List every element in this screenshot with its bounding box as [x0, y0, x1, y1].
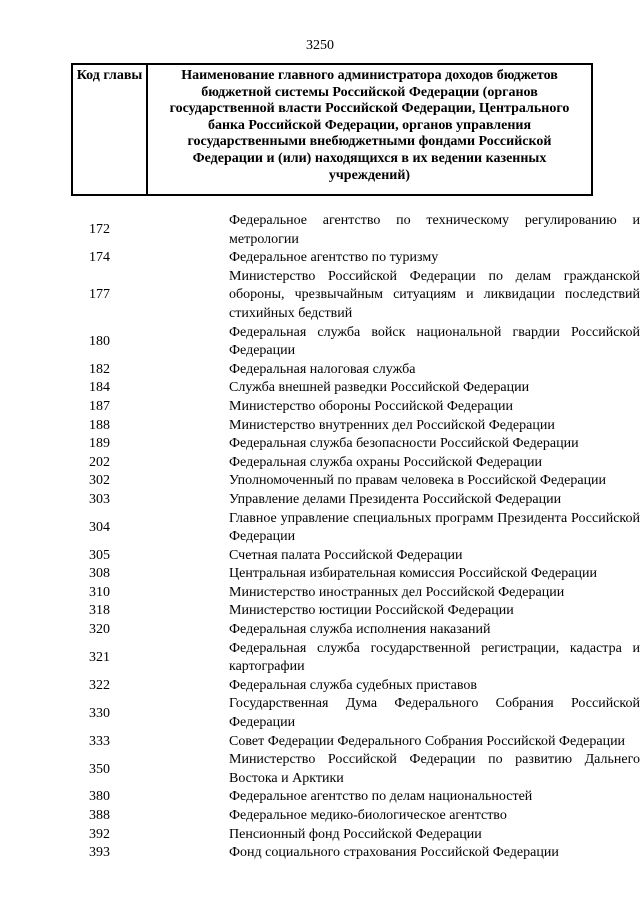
- table-header: [71, 63, 593, 196]
- administrator-name: Министерство иностранных дел Российской Федерации: [229, 584, 565, 600]
- administrator-name: Федеральное медико-биологическое агентство: [229, 808, 507, 823]
- administrator-name: Государственная Дума Федерального Собрания Российской Федерации: [229, 696, 640, 731]
- list-item: [0, 807, 640, 826]
- administrator-name: Министерство Российской Федерации по развитию Дальнего Востока и Арктики: [229, 752, 640, 786]
- list-item: [0, 361, 640, 380]
- chapter-code: 189: [89, 436, 110, 452]
- list-item: [0, 417, 640, 436]
- administrator-name: Управление делами Президента Российской Федерации: [229, 491, 562, 507]
- administrator-name: Федеральная служба безопасности Российской Федерации: [229, 436, 579, 452]
- chapter-code: 318: [89, 603, 110, 619]
- list-item: [0, 788, 640, 807]
- chapter-code: 393: [89, 845, 110, 861]
- chapter-code: 310: [89, 584, 110, 600]
- chapter-code: 320: [89, 622, 110, 638]
- administrator-name: Министерство Российской Федерации по делам гражданской обороны, чрезвычайным ситуациям и ликвидации последствий стихийных бедствий: [229, 268, 640, 321]
- list-item: [0, 733, 640, 752]
- administrator-name: Федеральная налоговая служба: [229, 361, 416, 377]
- chapter-code: 305: [89, 547, 110, 563]
- administrator-name: Пенсионный фонд Российской Федерации: [229, 826, 482, 842]
- chapter-code: 321: [89, 649, 110, 665]
- list-item: [0, 454, 640, 473]
- administrator-name: Главное управление специальных программ Президента Российской Федерации: [229, 510, 640, 545]
- chapter-code: 202: [89, 454, 110, 470]
- administrator-name: Фонд социального страхования Российской Федерации: [229, 845, 559, 861]
- list-item: [0, 249, 640, 268]
- administrator-name: Счетная палата Российской Федерации: [229, 547, 463, 563]
- administrator-name: Совет Федерации Федерального Собрания Российской Федерации: [229, 733, 626, 749]
- chapter-code: 388: [89, 808, 110, 823]
- chapter-code: 187: [89, 398, 110, 414]
- list-item: [0, 435, 640, 454]
- list-item: [0, 584, 640, 603]
- list-item: [0, 695, 640, 732]
- administrator-name: Федеральная служба исполнения наказаний: [229, 622, 491, 638]
- administrator-name: Федеральная служба войск национальной гвардии Российской Федерации: [229, 324, 640, 359]
- administrator-name: Министерство внутренних дел Российской Федерации: [229, 417, 555, 433]
- chapter-code: 330: [89, 705, 110, 721]
- administrator-name: Центральная избирательная комиссия Российской Федерации: [229, 566, 597, 582]
- chapter-code: 172: [89, 222, 110, 238]
- list-item: [0, 268, 640, 324]
- list-item: [0, 212, 640, 249]
- list-item: [0, 472, 640, 491]
- chapter-code: 184: [89, 380, 110, 396]
- list-item: [0, 491, 640, 510]
- chapter-code: 380: [89, 789, 110, 805]
- list-item: [0, 565, 640, 584]
- chapter-code: 308: [89, 566, 110, 582]
- list-item: [0, 510, 640, 547]
- list-item: [0, 844, 640, 863]
- list-item: [0, 398, 640, 417]
- chapter-code: 333: [89, 733, 110, 749]
- administrator-name: Служба внешней разведки Российской Федерации: [229, 380, 530, 396]
- chapter-code: 188: [89, 417, 110, 433]
- administrator-name: Федеральная служба судебных приставов: [229, 677, 477, 693]
- list-item: [0, 379, 640, 398]
- administrator-name: Уполномоченный по правам человека в Российской Федерации: [229, 473, 607, 489]
- chapter-code: 182: [89, 361, 110, 377]
- chapter-code: 180: [89, 333, 110, 349]
- list-item: [0, 621, 640, 640]
- header-name-column: Наименование главного администратора доходов бюджетов бюджетной системы Российской Федерации (органов государственной власти Российской Федерации, Центрального банка Российской Федерации, органов управления государственными внебюджетными фондами Российской Федерации и (или) находящихся в их ведении казенных учреждений): [169, 68, 570, 183]
- administrator-name: Федеральное агентство по делам национальностей: [229, 789, 533, 805]
- chapter-code: 303: [89, 491, 110, 507]
- chapter-code: 322: [89, 677, 110, 693]
- list-item: [0, 602, 640, 621]
- chapter-code: 174: [89, 250, 110, 266]
- list-item: [0, 547, 640, 566]
- chapter-code: 304: [89, 519, 110, 535]
- chapter-code: 302: [89, 473, 110, 489]
- list-item: [0, 640, 640, 677]
- chapter-code: 177: [89, 287, 110, 303]
- list-item: [0, 751, 640, 788]
- chapter-code: 350: [89, 761, 110, 777]
- list-item: [0, 677, 640, 696]
- administrator-name: Федеральная служба охраны Российской Федерации: [229, 454, 542, 470]
- page-number: 3250: [306, 38, 334, 53]
- administrator-name: Федеральное агентство по техническому регулированию и метрологии: [229, 213, 640, 247]
- chapter-code: 392: [89, 826, 110, 842]
- administrator-name: Федеральное агентство по туризму: [229, 250, 439, 266]
- administrator-name: Министерство юстиции Российской Федерации: [229, 603, 514, 619]
- list-item: [0, 324, 640, 361]
- administrators-list: [0, 212, 640, 863]
- administrator-name: Федеральная служба государственной регистрации, кадастра и картографии: [229, 640, 640, 675]
- header-code-column: Код главы: [73, 65, 148, 194]
- administrator-name: Министерство обороны Российской Федерации: [229, 398, 513, 414]
- list-item: [0, 826, 640, 845]
